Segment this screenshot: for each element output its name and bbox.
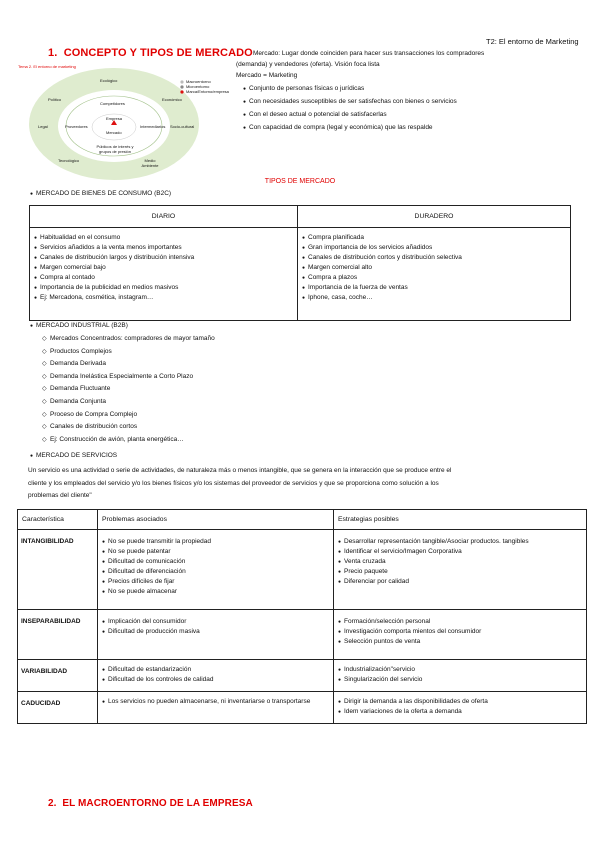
list-item: ● Industrialización"servicio [338, 665, 586, 675]
servicios-line1: Un servicio es una actividad o serie de actividades, de naturaleza más o menos intangible, que se genera en la interacción que se produce entre el [28, 467, 452, 474]
list-item: ● Precio paquete [338, 567, 586, 577]
section1-number: 1. [48, 47, 58, 59]
row-strategies [334, 610, 587, 660]
col-header-caracteristica: Característica [18, 510, 98, 530]
list-item: ● Precios difíciles de fijar [102, 577, 333, 587]
list-item: ◇ Ej: Construcción de avión, planta energética… [42, 434, 215, 447]
list-item: ● Con el deseo actual o potencial de satisfacerlas [243, 110, 457, 120]
servicios-table [17, 509, 587, 724]
section2-number: 2. [48, 798, 57, 809]
middle-label-proveedores: Proveedores [65, 124, 88, 129]
tipos-title: TIPOS DE MERCADO [264, 178, 336, 185]
list-item: ● Con capacidad de compra (legal y económica) que las respalde [243, 123, 457, 133]
legend-marker-micro [180, 85, 183, 88]
center-label-empresa: Empresa [106, 116, 123, 121]
duradero-list [302, 233, 570, 303]
b2b-heading: ● MERCADO INDUSTRIAL (B2B) [30, 321, 128, 331]
list-item: ● Idem variaciones de la oferta a demanda [338, 707, 586, 717]
row-name: CADUCIDAD [18, 692, 98, 724]
strategies-list [338, 697, 586, 717]
list-item: ● Implicación del consumidor [102, 617, 333, 627]
market-bullets [243, 84, 457, 133]
list-item: ● Iphone, casa, coche… [302, 293, 570, 303]
document-header-title: T2: El entorno de Marketing [486, 37, 579, 46]
strategies-list [338, 665, 586, 685]
b2b-heading-list [30, 321, 128, 331]
strategies-list [338, 617, 586, 647]
list-item: ● Dificultad de diferenciación [102, 567, 333, 577]
legend-macro: Macroentorno [186, 79, 211, 84]
problems-list [102, 617, 333, 637]
b2c-col-diario: DIARIO [30, 206, 298, 228]
list-item: ● Importancia de la publicidad en medios masivos [34, 283, 297, 293]
outer-label-economico: Económico [162, 97, 182, 102]
list-item: ● Compra a plazos [302, 273, 570, 283]
list-item: ● Singularización del servicio [338, 675, 586, 685]
definition-line1 [253, 49, 593, 59]
list-item: ● No se puede patentar [102, 547, 333, 557]
legend-company: Marca/Entorno/empresa [186, 89, 229, 94]
list-item: ● Servicios añadidos a la venta menos importantes [34, 243, 297, 253]
strategies-list [338, 537, 586, 587]
outer-label-tecnologico: Tecnológico [58, 158, 80, 163]
row-problems [98, 610, 334, 660]
definition-text-1: Lugar donde coinciden para hacer sus transacciones los compradores [280, 50, 485, 57]
b2c-heading-list [30, 189, 171, 199]
list-item: ● Compra planificada [302, 233, 570, 243]
col-header-estrategias: Estrategias posibles [334, 510, 587, 530]
list-item: ● Margen comercial bajo [34, 263, 297, 273]
servicios-heading: ● MERCADO DE SERVICIOS [30, 451, 117, 461]
list-item: ● Con necesidades susceptibles de ser satisfechas con bienes o servicios [243, 97, 457, 107]
list-item: Los servicios no pueden almacenarse, ni inventariarse o transportarse [108, 698, 311, 705]
bullet-icon: ● [102, 699, 106, 705]
section2-title-text: EL MACROENTORNO DE LA EMPRESA [62, 798, 253, 809]
list-item: ● Margen comercial alto [302, 263, 570, 273]
row-name: VARIABILIDAD [18, 660, 98, 692]
b2c-duradero-cell [298, 228, 571, 321]
row-strategies [334, 692, 587, 724]
middle-label-publicos: Públicos de interés y grupos de presión [96, 144, 134, 154]
list-item: ◇ Productos Complejos [42, 346, 215, 359]
list-item: ● Selección puntos de venta [338, 637, 586, 647]
outer-label-medio-ambiente: Medio Ambiente [141, 158, 159, 168]
definition-line2: (demanda) y vendedores (oferta). Visión foca lista [236, 61, 380, 68]
problems-item [102, 697, 327, 707]
outer-label-ecologico: Ecológico [100, 78, 118, 83]
table-row [18, 530, 587, 610]
list-item: ◇ Canales de distribución cortos [42, 421, 215, 434]
outer-label-sociocultural: Socio-cultural [170, 124, 195, 129]
legend-marker-macro [180, 80, 183, 83]
list-item: ◇ Demanda Inelástica Especialmente a Corto Plazo [42, 371, 215, 384]
middle-label-competidores: Competidores [100, 101, 125, 106]
row-problems [98, 530, 334, 610]
list-item: ◇ Demanda Derivada [42, 358, 215, 371]
problems-list [102, 665, 333, 685]
list-item: ● Habitualidad en el consumo [34, 233, 297, 243]
list-item: ● No se puede transmitir la propiedad [102, 537, 333, 547]
legend-marker-company [180, 90, 183, 93]
list-item: ● Dificultad de producción masiva [102, 627, 333, 637]
row-problems [98, 692, 334, 724]
legend-micro: Microentorno [186, 84, 210, 89]
list-item: ● Canales de distribución largos y distribución intensiva [34, 253, 297, 263]
outer-label-politico: Político [48, 97, 62, 102]
list-item: ● Dificultad de comunicación [102, 557, 333, 567]
section1-title [48, 47, 253, 59]
row-name: INTANGIBILIDAD [18, 530, 98, 610]
b2c-col-duradero: DURADERO [298, 206, 571, 228]
section2-title [48, 798, 253, 809]
list-item: ● Investigación comporta mientos del consumidor [338, 627, 586, 637]
diagram-caption: Tema 2. El entorno de marketing [18, 64, 76, 69]
b2c-diario-cell [30, 228, 298, 321]
outer-label-legal: Legal [38, 124, 48, 129]
list-item: ● Venta cruzada [338, 557, 586, 567]
center-label-mercado: Mercado [106, 130, 122, 135]
list-item: ● Formación/selección personal [338, 617, 586, 627]
list-item: ● Ej: Mercadona, cosmética, instagram… [34, 293, 297, 303]
list-item: ● Dificultad de estandarización [102, 665, 333, 675]
list-item: ◇ Mercados Concentrados: compradores de mayor tamaño [42, 333, 215, 346]
list-item: ● Importancia de la fuerza de ventas [302, 283, 570, 293]
col-header-problemas: Problemas asociados [98, 510, 334, 530]
list-item: ● Desarrollar representación tangible/Asociar productos. tangibles [338, 537, 586, 547]
list-item: ● Diferenciar por calidad [338, 577, 586, 587]
list-item: ◇ Proceso de Compra Complejo [42, 409, 215, 422]
list-item: ● Dirigir la demanda a las disponibilidades de oferta [338, 697, 586, 707]
list-item: ● Dificultad de los controles de calidad [102, 675, 333, 685]
list-item: ● Conjunto de personas físicas o jurídicas [243, 84, 457, 94]
b2c-table [29, 205, 571, 321]
market-definition [253, 49, 593, 59]
definition-label: Mercado: [253, 50, 281, 57]
servicios-heading-list [30, 451, 117, 461]
problems-list [102, 537, 333, 597]
row-problems [98, 660, 334, 692]
diario-list [34, 233, 297, 303]
table-row [18, 692, 587, 724]
list-item: ● Identificar el servicio/Imagen Corporativa [338, 547, 586, 557]
row-strategies [334, 660, 587, 692]
servicios-line2: cliente y los empleados del servicio y/o los bienes físicos y/o los sistemas del proveedor de servicios y que se proporciona como solución a los [28, 479, 439, 487]
section1-title-text: CONCEPTO Y TIPOS DE MERCADO [63, 47, 253, 59]
list-item: ● No se puede almacenar [102, 587, 333, 597]
list-item: ◇ Demanda Conjunta [42, 396, 215, 409]
market-equation: Mercado = Marketing [236, 72, 298, 79]
list-item: ● Gran importancia de los servicios añadidos [302, 243, 570, 253]
row-strategies [334, 530, 587, 610]
list-item: ◇ Demanda Fluctuante [42, 383, 215, 396]
list-item: ● Canales de distribución cortos y distribución selectiva [302, 253, 570, 263]
servicios-definition [28, 465, 588, 503]
b2b-list [42, 333, 215, 446]
b2c-heading: ● MERCADO DE BIENES DE CONSUMO (B2C) [30, 189, 171, 199]
table-row [18, 610, 587, 660]
table-row [18, 660, 587, 692]
middle-label-intermediarios: Intermediarios [140, 124, 166, 129]
list-item: ● Compra al contado [34, 273, 297, 283]
environment-diagram [18, 62, 240, 182]
servicios-line3: problemas del cliente" [28, 492, 92, 499]
row-name: INSEPARABILIDAD [18, 610, 98, 660]
